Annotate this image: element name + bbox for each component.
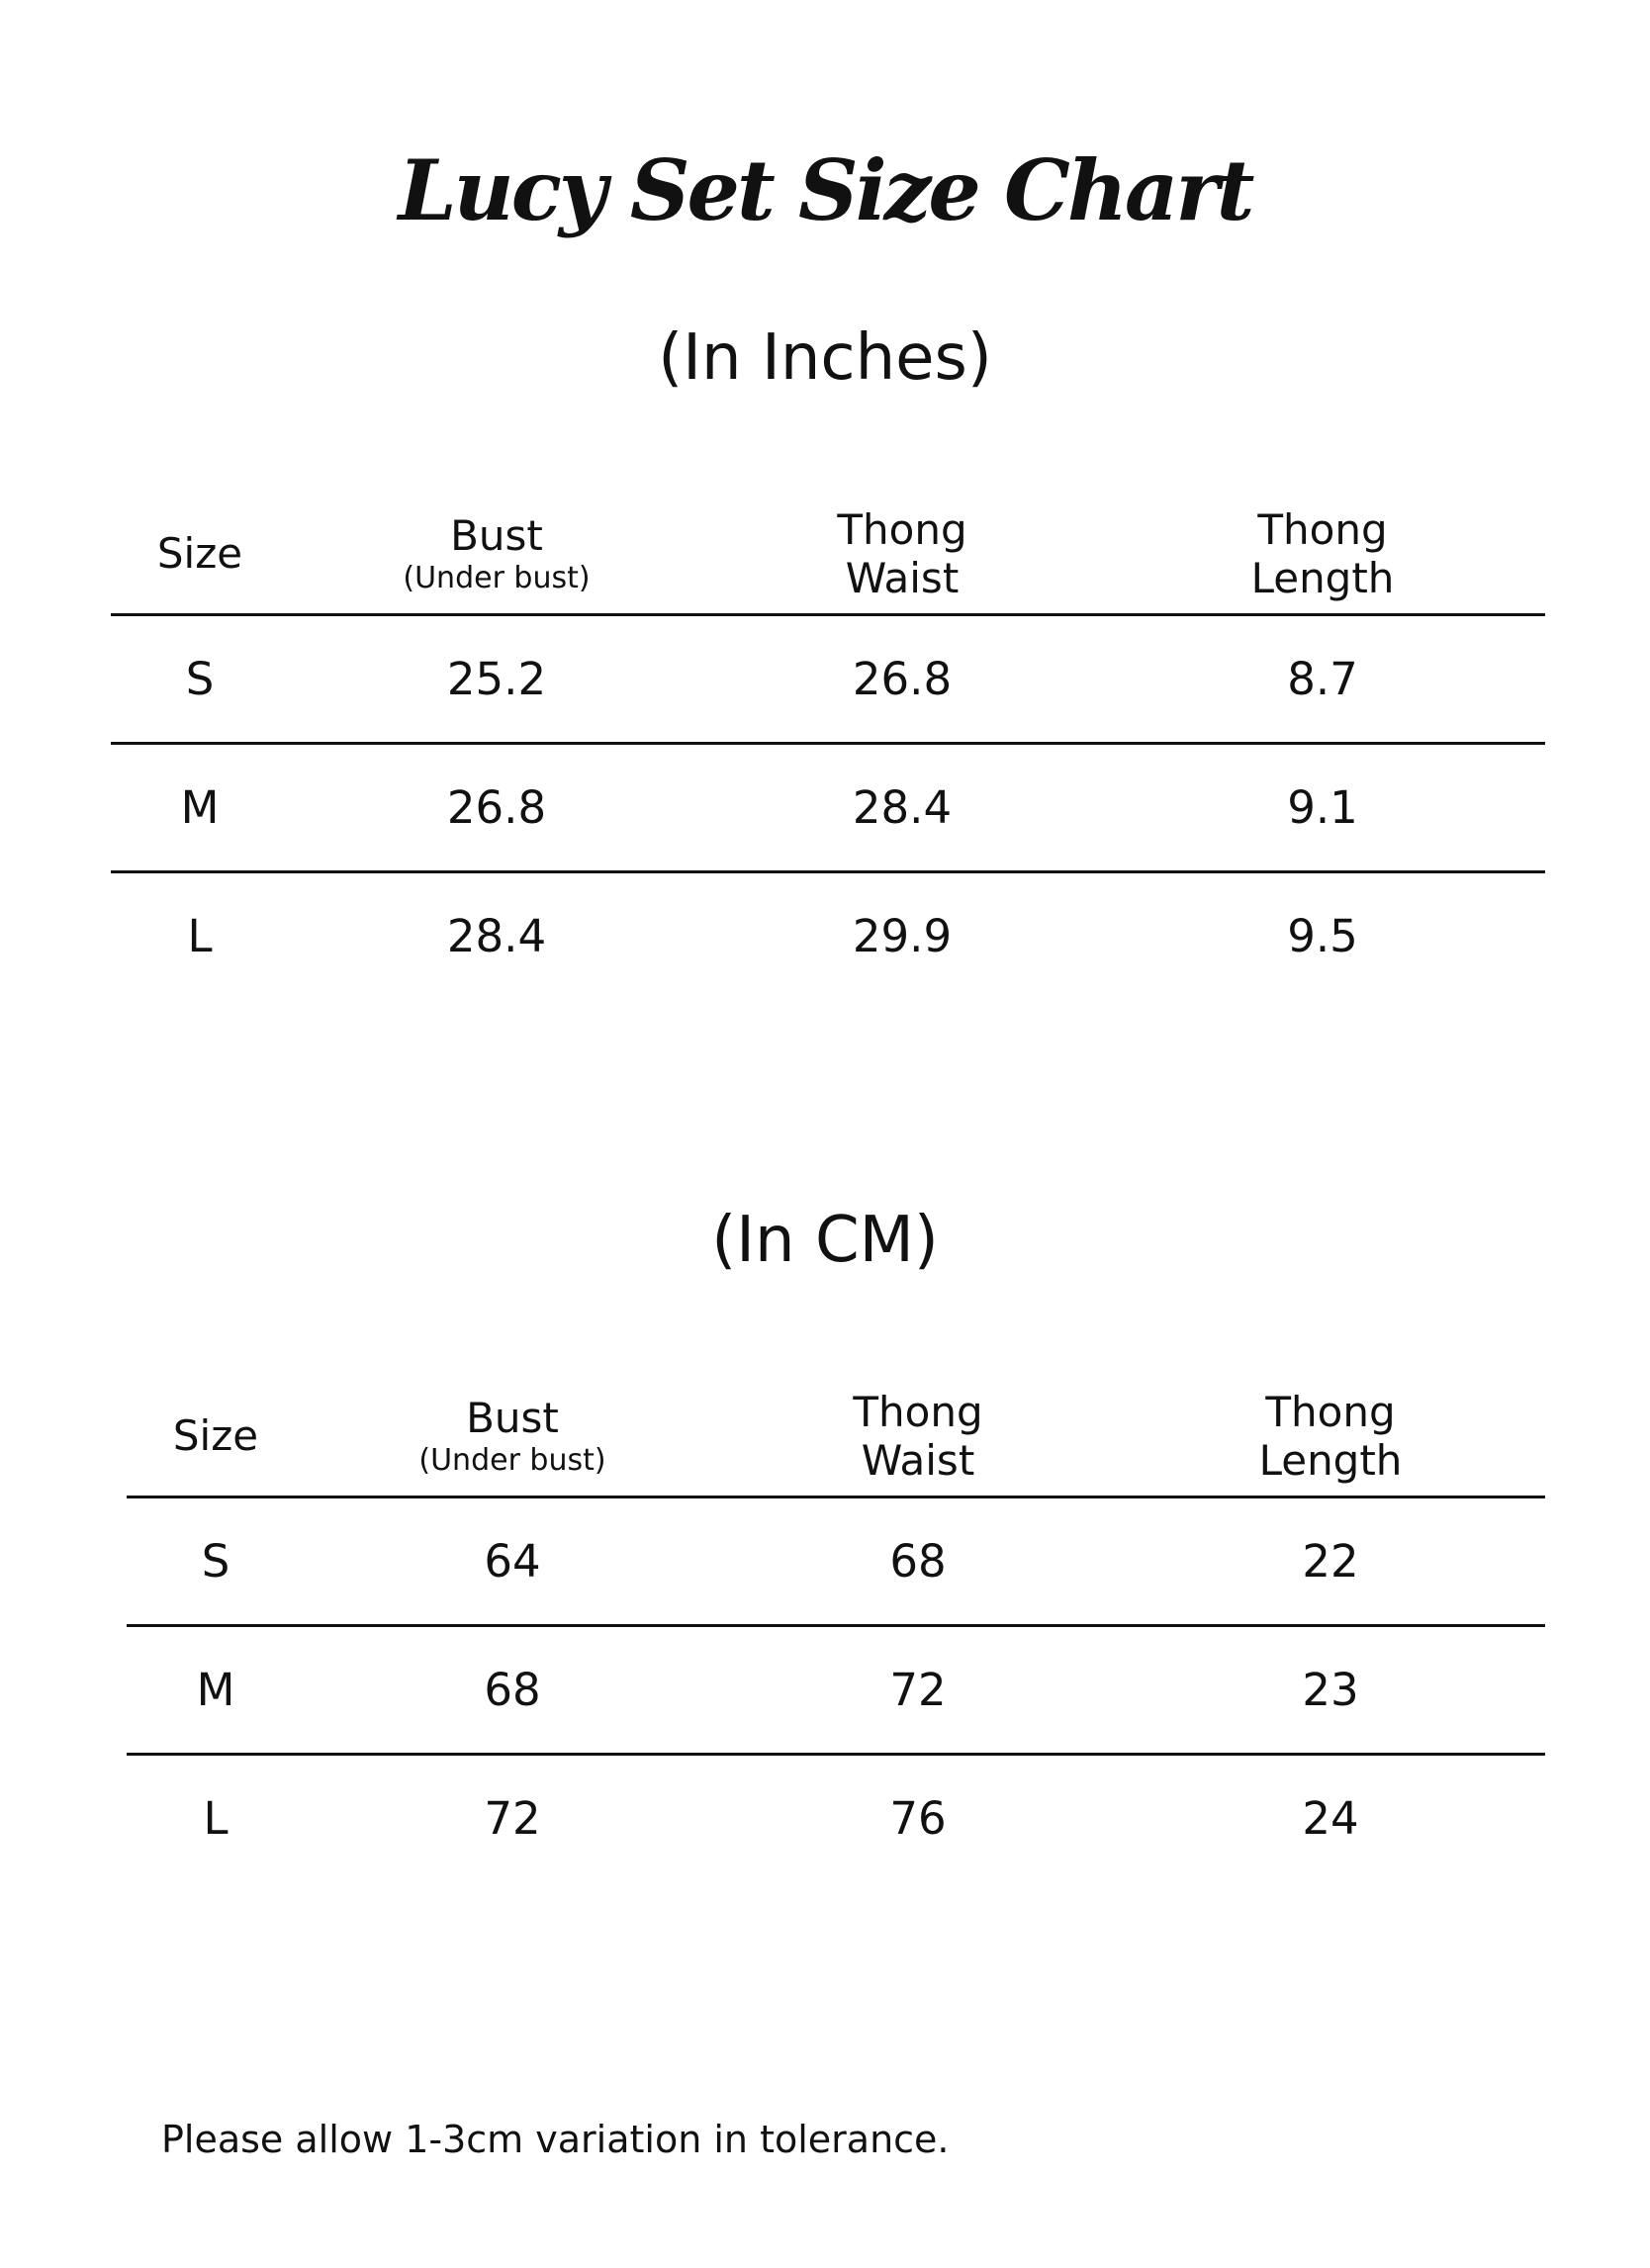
- table-header-row: [111, 495, 1545, 615]
- bust-cell: 25.2: [289, 615, 704, 744]
- column-header-bust-label: Bust: [466, 1394, 559, 1443]
- inches-section-heading: (In Inches): [658, 321, 992, 395]
- bust-cell: 68: [305, 1626, 720, 1755]
- page-title: Lucy Set Size Chart: [398, 141, 1252, 240]
- column-header-thong-waist-line1: Thong: [853, 1387, 983, 1436]
- column-header-bust: [305, 1377, 720, 1497]
- column-header-size: Size: [127, 1377, 305, 1497]
- column-header-thong-waist-line2: Waist: [861, 1436, 975, 1485]
- table-row: [127, 1497, 1545, 1626]
- thong-length-cell: 9.1: [1100, 744, 1545, 872]
- column-header-bust-sublabel: (Under bust): [403, 560, 591, 595]
- table-row: [127, 1626, 1545, 1755]
- thong-length-cell: 22: [1116, 1497, 1545, 1626]
- thong-length-cell: 24: [1302, 1792, 1359, 1845]
- bust-cell: 28.4: [446, 910, 547, 962]
- thong-length-cell: 23: [1116, 1626, 1545, 1755]
- column-header-thong-length: [1116, 1377, 1545, 1497]
- bust-cell: 72: [484, 1792, 541, 1845]
- column-header-thong-waist-line1: Thong: [837, 504, 967, 554]
- column-header-thong-length-line2: Length: [1250, 554, 1395, 602]
- thong-waist-cell: 28.4: [704, 744, 1100, 872]
- column-header-thong-length-line2: Length: [1258, 1436, 1403, 1485]
- column-header-bust: [289, 495, 704, 615]
- column-header-thong-waist-line2: Waist: [845, 554, 960, 602]
- cm-section-heading: (In CM): [711, 1204, 939, 1277]
- thong-waist-cell: 76: [889, 1792, 947, 1845]
- column-header-bust-label: Bust: [450, 511, 543, 561]
- size-cell: S: [111, 615, 289, 744]
- bust-cell: 26.8: [289, 744, 704, 872]
- table-row: [127, 1755, 1545, 1882]
- cm-size-table: [127, 1377, 1545, 1881]
- thong-length-cell: 8.7: [1100, 615, 1545, 744]
- table-row: [111, 744, 1545, 872]
- column-header-thong-length-line1: Thong: [1265, 1387, 1396, 1436]
- column-header-thong-length-line1: Thong: [1257, 504, 1388, 554]
- size-cell: L: [187, 910, 213, 962]
- thong-waist-cell: 26.8: [704, 615, 1100, 744]
- size-cell: M: [127, 1626, 305, 1755]
- bust-cell: 64: [305, 1497, 720, 1626]
- size-cell: M: [111, 744, 289, 872]
- thong-waist-cell: 68: [720, 1497, 1116, 1626]
- table-row: [111, 872, 1545, 1000]
- thong-waist-cell: 72: [720, 1626, 1116, 1755]
- size-cell: L: [203, 1792, 229, 1845]
- table-row: [111, 615, 1545, 744]
- column-header-thong-waist: [704, 495, 1100, 615]
- tolerance-note: Please allow 1-3cm variation in tolerance.: [161, 2118, 950, 2161]
- column-header-thong-length: [1100, 495, 1545, 615]
- table-header-row: [127, 1377, 1545, 1497]
- column-header-bust-sublabel: (Under bust): [418, 1442, 606, 1478]
- inches-size-table: [111, 495, 1545, 999]
- column-header-size: Size: [111, 495, 289, 615]
- thong-length-cell: 9.5: [1287, 910, 1358, 962]
- size-cell: S: [127, 1497, 305, 1626]
- thong-waist-cell: 29.9: [852, 910, 953, 962]
- column-header-thong-waist: [720, 1377, 1116, 1497]
